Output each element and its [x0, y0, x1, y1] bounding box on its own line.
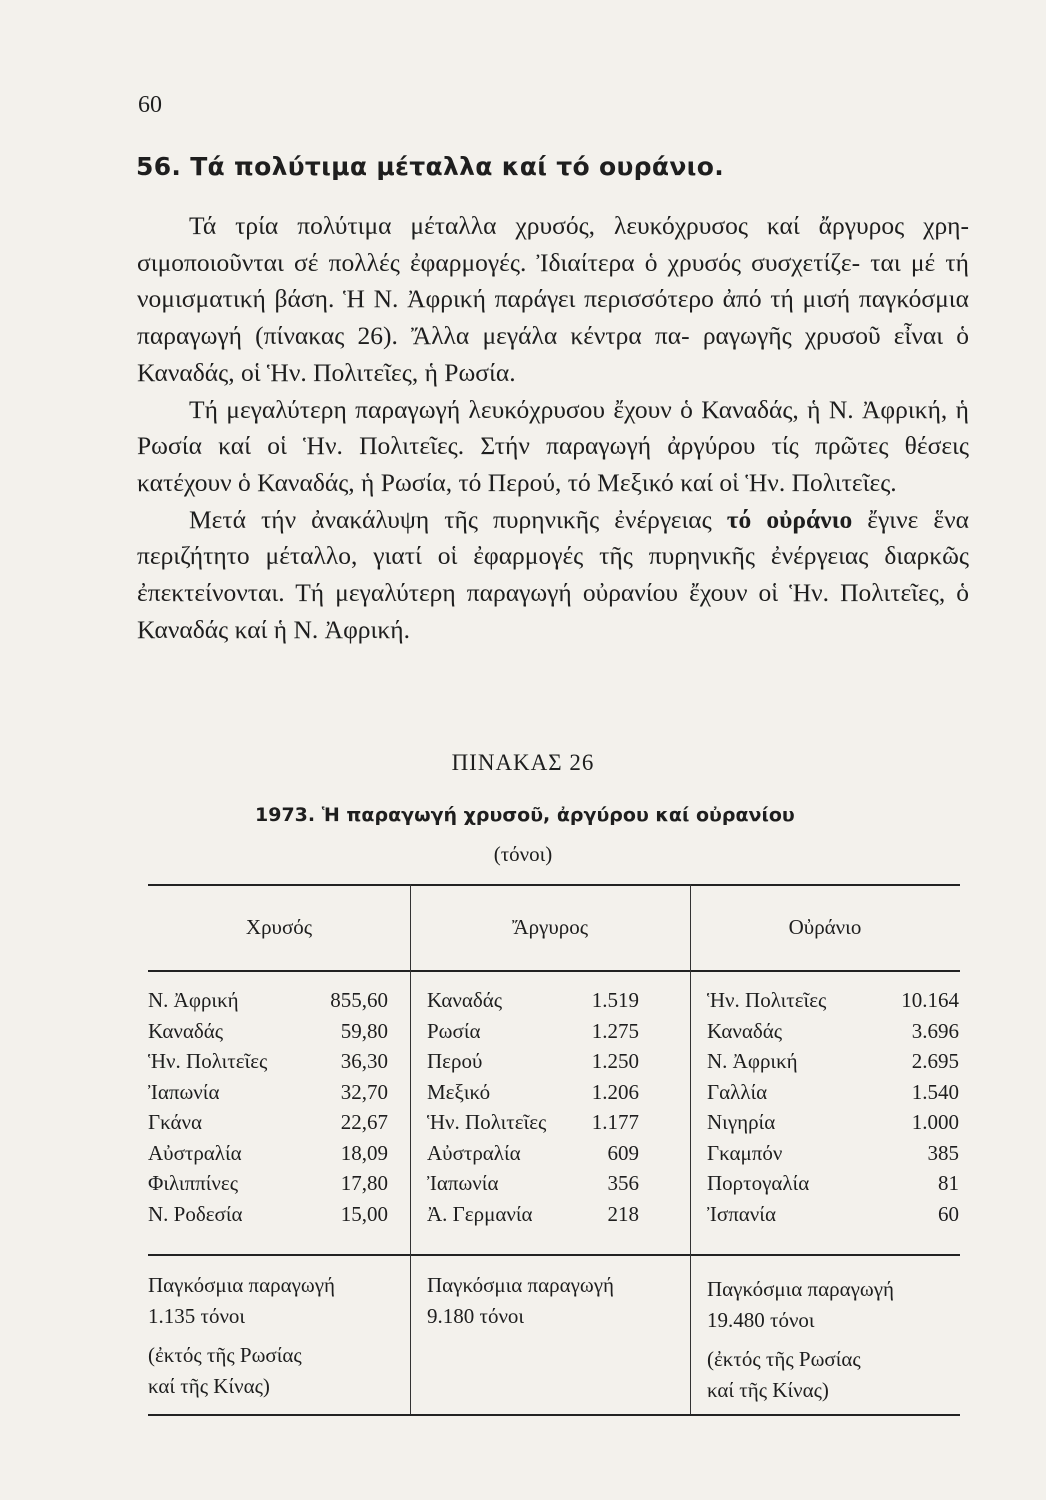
table-cell-country: Γκάνα [148, 1110, 203, 1134]
table-cell-country: Καναδάς [707, 1018, 783, 1043]
table-cell-country: Ἰαπωνία [148, 1079, 220, 1104]
table-cell-value: 32,70 [340, 1079, 388, 1104]
table-cell-value: 81 [938, 1171, 959, 1195]
table-cell-country: Ἰσπανία [707, 1201, 776, 1226]
table-cell-value: 1.206 [591, 1079, 639, 1104]
table-cell-value: 60 [938, 1201, 959, 1226]
table-cell-value: 1.000 [911, 1110, 959, 1134]
table-cell-value: 385 [927, 1140, 959, 1165]
paragraph-2: Τή μεγαλύτερη παραγωγή λευκόχρυσου ἔχουν ὁ Καναδάς, ἡ Ν. Ἀφρική, ἡ Ρωσία καί οἱ Ἡν. Πολιτεῖες. Στήν παραγωγή ἀργύρου τίς πρῶτες θέσεις κατέχουν ὁ Καναδάς, ἡ Ρωσία, τό Περού, τό Μεξικό καί οἱ Ἡν. Πολιτεῖες. [137, 394, 969, 497]
table-cell-country: Ν. Ἀφρική [707, 1049, 798, 1073]
table-cell-country: Γαλλία [707, 1079, 768, 1104]
table-cell-country: Νιγηρία [707, 1110, 776, 1134]
table-cell-country: Καναδάς [148, 1018, 224, 1043]
footer-gold: Παγκόσμια παραγωγή 1.135 τόνοι (ἐκτός τῆς Ρωσίας καί τῆς Κίνας) [148, 1273, 336, 1398]
paragraph-3: Μετά τήν ἀνακάλυψη τῆς πυρηνικῆς ἐνέργειας τό οὐράνιο ἔγινε ἕνα περιζήτητο μέταλλο, γιατί οἱ ἐφαρμογές τῆς πυρηνικῆς ἐνέργειας διαρκῶς ἐπεκτείνονται. Τή μεγαλύτερη παραγωγή οὐρανίου ἔχουν οἱ Ἡν. Πολιτεῖες, ὁ Καναδάς καί ἡ Ν. Ἀφρική. [137, 504, 970, 644]
table-cell-country: Ν. Ἀφρική [148, 988, 239, 1012]
table-top-rule [148, 884, 960, 886]
table-cell-value: 218 [607, 1201, 639, 1226]
table-cell-value: 1.275 [591, 1018, 639, 1043]
column-divider [690, 884, 691, 1414]
table-cell-value: 1.519 [591, 988, 639, 1012]
table-cell-value: 18,09 [340, 1140, 388, 1165]
column-divider [410, 884, 411, 1414]
table-cell-value: 1.540 [911, 1079, 959, 1104]
page-number: 60 [138, 92, 162, 118]
table-cell-country: Ρωσία [427, 1018, 481, 1043]
footer-silver: Παγκόσμια παραγωγή 9.180 τόνοι [427, 1273, 615, 1328]
table-unit: (τόνοι) [493, 842, 553, 866]
table-body-rule [148, 1254, 960, 1256]
table-cell-value: 15,00 [340, 1201, 388, 1226]
paragraph-1: Τά τρία πολύτιμα μέταλλα χρυσός, λευκόχρυσος καί ἄργυρος χρη- σιμοποιοῦνται σέ πολλές ἐφαρμογές. Ἰδιαίτερα ὁ χρυσός συσχετίζε- ται μέ τή νομισματική βάση. Ἡ Ν. Ἀφρική παράγει περισσότερο ἀπό τή μισή παγκόσμια παραγωγή (πίνακας 26). Ἄλλα μεγάλα κέντρα πα- ραγωγῆς χρυσοῦ εἶναι ὁ Καναδάς, οἱ Ἡν. Πολιτεῖες, ἡ Ρωσία. [137, 211, 970, 387]
table-cell-value: 3.696 [911, 1018, 959, 1043]
table-cell-value: 36,30 [340, 1049, 388, 1073]
table-cell-country: Αὐστραλία [427, 1140, 521, 1165]
table-cell-country: Ἡν. Πολιτεῖες [707, 988, 827, 1012]
bold-term: τό οὐράνιο [726, 504, 853, 534]
table-cell-country: Ἀ. Γερμανία [427, 1201, 533, 1226]
table-cell-value: 22,67 [340, 1110, 388, 1134]
table-cell-country: Καναδάς [427, 988, 503, 1012]
table-cell-country: Ἡν. Πολιτεῖες [148, 1049, 268, 1073]
table-caption: 1973. Ἡ παραγωγή χρυσοῦ, ἀργύρου καί οὐρανίου [255, 804, 795, 826]
table-title: ΠΙΝΑΚΑΣ 26 [451, 750, 595, 775]
table-cell-country: Αὐστραλία [148, 1140, 242, 1165]
table-cell-country: Πορτογαλία [707, 1171, 810, 1195]
table-cell-value: 1.250 [591, 1049, 639, 1073]
body-text [137, 208, 969, 648]
table-cell-country: Μεξικό [427, 1079, 491, 1104]
column-header-silver: Ἄργυρος [511, 915, 589, 939]
table-cell-country: Γκαμπόν [707, 1140, 783, 1165]
table-cell-value: 855,60 [330, 988, 388, 1012]
table-cell-country: Περού [427, 1049, 483, 1073]
column-header-gold: Χρυσός [245, 915, 313, 939]
section-heading: 56. Τά πολύτιμα μέταλλα καί τό ουράνιο. [136, 152, 724, 181]
table-cell-country: Ἰαπωνία [427, 1171, 499, 1195]
table-cell-value: 2.695 [911, 1049, 959, 1073]
table-cell-country: Ν. Ροδεσία [148, 1201, 243, 1226]
table-header-rule [148, 970, 960, 972]
table-cell-value: 609 [607, 1140, 639, 1165]
table-cell-value: 356 [607, 1171, 639, 1195]
table-cell-value: 10.164 [901, 988, 959, 1012]
table-cell-country: Φιλιππίνες [148, 1171, 239, 1195]
table-bottom-rule [148, 1414, 960, 1416]
footer-uranium: Παγκόσμια παραγωγή 19.480 τόνοι (ἐκτός τῆς Ρωσίας καί τῆς Κίνας) [707, 1277, 895, 1402]
column-header-uranium: Οὐράνιο [788, 915, 862, 939]
table-cell-value: 17,80 [340, 1171, 388, 1195]
table-cell-value: 59,80 [340, 1018, 388, 1043]
table-cell-value: 1.177 [591, 1110, 639, 1134]
table-cell-country: Ἡν. Πολιτεῖες [427, 1110, 547, 1134]
